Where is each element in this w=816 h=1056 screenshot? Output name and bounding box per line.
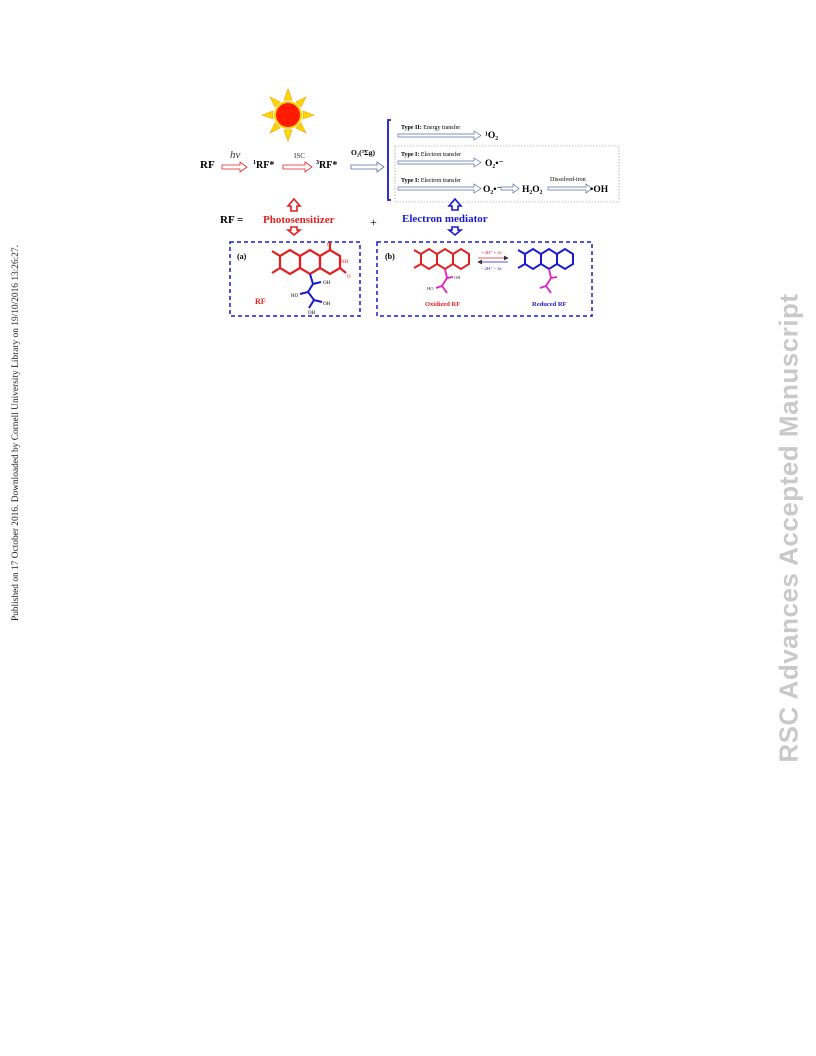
type-i-arrow-2 (398, 184, 481, 193)
svg-text:HO: HO (427, 286, 434, 291)
svg-text:NH: NH (341, 260, 349, 265)
up-arrow-blue-icon (449, 199, 461, 210)
isc-arrow (283, 162, 312, 172)
hv-label: hv (230, 149, 241, 161)
forward-reaction: + 2H⁺ + 2e (481, 250, 502, 255)
singlet-oxygen: ¹O₂ (485, 131, 499, 141)
up-arrow-red-icon (288, 199, 300, 211)
panel-a-rf: RF (255, 297, 266, 306)
riboflavin-structure (272, 242, 346, 274)
o2-ground-label: O₂(³Σg) (351, 148, 375, 157)
electron-mediator-label: Electron mediator (402, 213, 488, 225)
svg-text:HO: HO (291, 294, 299, 299)
hydroxyl-radical: •OH (590, 185, 609, 195)
riboflavin-mechanism-figure (195, 88, 625, 323)
isc-label: ISC (294, 152, 305, 160)
reduced-rf-label: Reduced RF (532, 301, 567, 308)
svg-text:Type I: Electron transfer: Type I: Electron transfer (401, 152, 462, 158)
down-arrow-red-icon (288, 227, 300, 235)
svg-text:Type II: Energy transfer: Type II: Energy transfer (401, 125, 461, 131)
down-arrow-blue-icon (449, 227, 461, 235)
reduced-rf-structure (518, 249, 573, 269)
type-ii-arrow (398, 131, 481, 140)
sun-icon (262, 89, 314, 141)
oxidized-rf-label: Oxidized RF (425, 301, 461, 308)
svg-text:O: O (327, 243, 331, 248)
svg-text:OH: OH (323, 302, 331, 307)
rf-start: RF (200, 159, 215, 171)
watermark-manuscript: RSC Advances Accepted Manuscript (773, 293, 804, 763)
panel-a-label: (a) (237, 252, 247, 261)
fenton-arrow (548, 184, 592, 193)
download-notice: Published on 17 October 2016. Downloaded by Cornell University Library on 19/10/2016 13:26:27. (11, 245, 21, 621)
reverse-reaction: − 2H⁺ − 2e (481, 266, 502, 271)
hydrogen-peroxide: H₂O₂ (522, 185, 543, 195)
svg-text:OH: OH (308, 311, 316, 316)
dissolved-iron-label: Dissolved-iron (550, 177, 586, 183)
pathway-bracket (388, 120, 391, 200)
svg-text:1RF*: $^1$RF* (253, 160, 275, 171)
superoxide-2: O₂•⁻ (483, 185, 502, 195)
svg-text:O: O (347, 275, 351, 280)
type-i-arrow-1 (398, 158, 481, 167)
svg-text:OH: OH (323, 281, 331, 286)
panel-b-label: (b) (385, 252, 395, 261)
o2-arrow (351, 162, 384, 172)
ribityl-chain-blue (300, 274, 322, 308)
svg-text:Type I: Electron transfer: Type I: Electron transfer (401, 178, 462, 184)
oxidized-chain-magenta (436, 269, 453, 293)
plus-sign: + (370, 215, 377, 229)
svg-text:OH: OH (454, 275, 461, 280)
excitation-arrow (222, 162, 247, 172)
photosensitizer-label: Photosensitizer (263, 214, 335, 226)
reduced-chain-magenta (540, 269, 557, 293)
rf-equals: RF = (220, 214, 244, 226)
h2o2-arrow (501, 184, 519, 193)
oxidized-rf-structure (414, 249, 469, 269)
superoxide-1: O₂•⁻ (485, 159, 504, 169)
svg-text:3RF*: $^3$RF* (316, 160, 338, 171)
